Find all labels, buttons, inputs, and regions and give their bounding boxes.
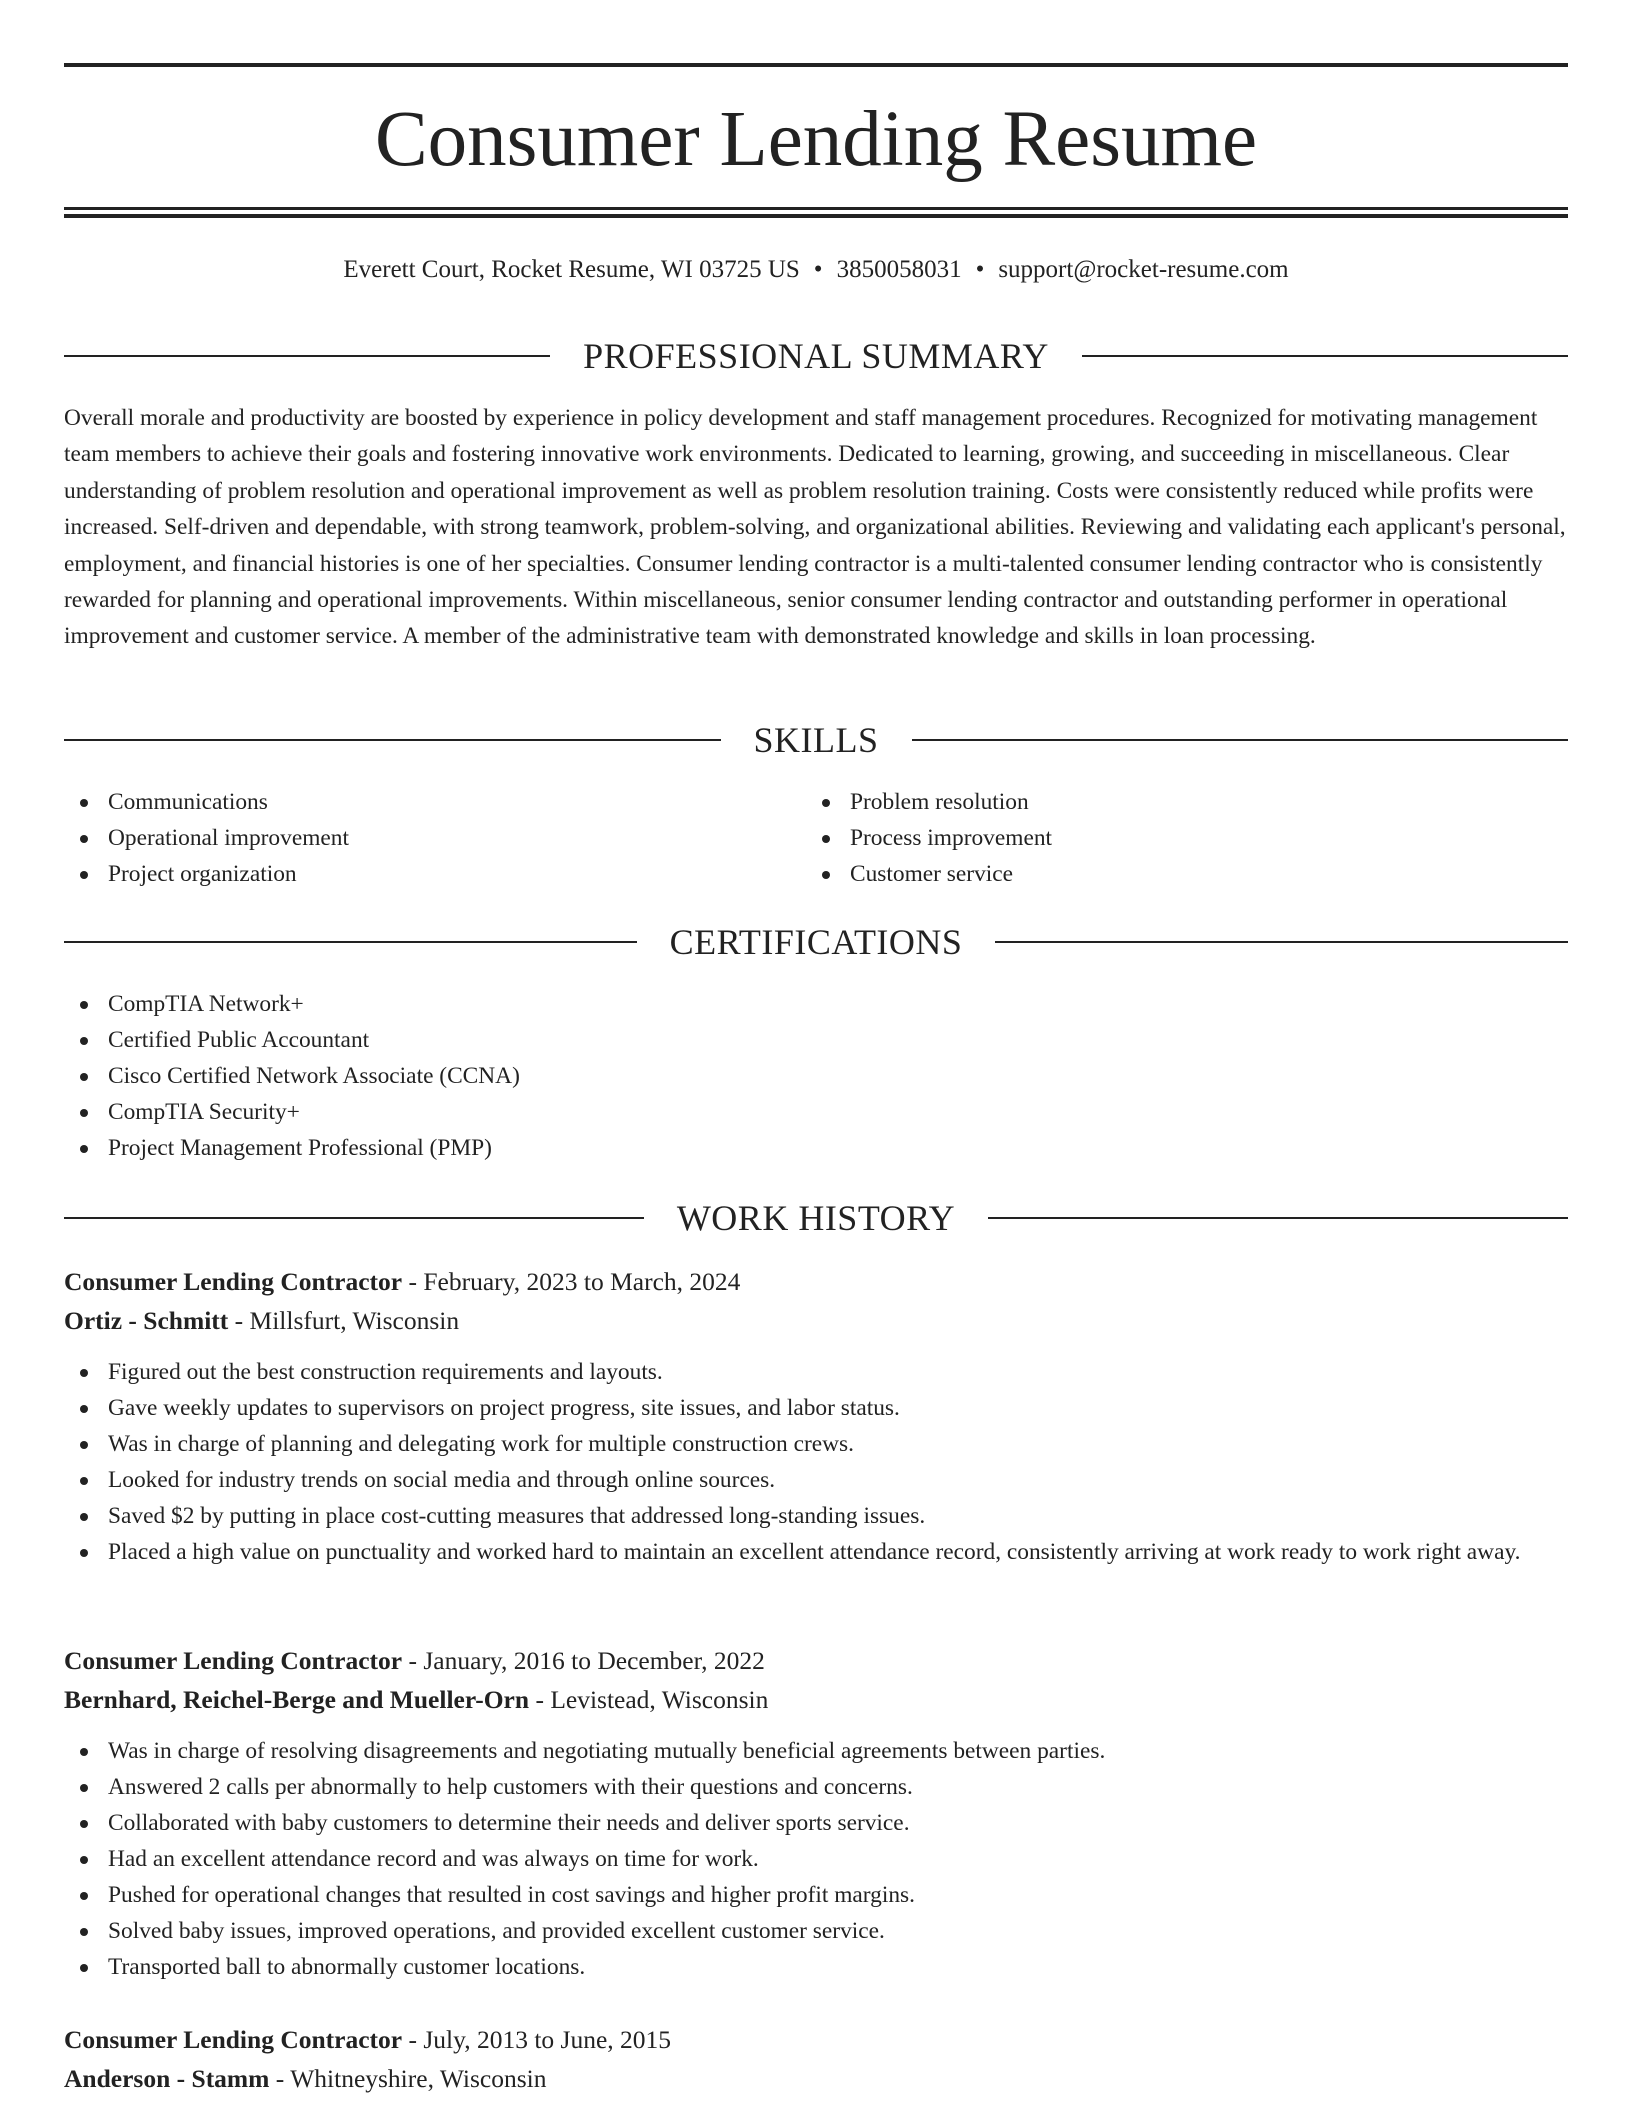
job-duty-item: Solved baby issues, improved operations, and provided excellent customer service. (64, 1913, 1568, 1949)
summary-paragraph: Overall morale and productivity are boosted by experience in policy development and staff management procedures. Recognized for motivating management team members to achieve their goals and fostering innovative work environments. Dedicated to learning, growing, and succeeding in miscellaneous. Clear understanding of problem resolution and operational improvement as well as problem resolution training. Costs were consistently reduced while profits were increased. Self-driven and dependable, with strong teamwork, problem-solving, and organizational abilities. Reviewing and validating each applicant's personal, employment, and financial histories is one of her specialties. Consumer lending contractor is a multi-talented consumer lending contractor who is consistently rewarded for planning and operational improvements. Within miscellaneous, senior consumer lending contractor and outstanding performer in operational improvement and customer service. A member of the administrative team with demonstrated knowledge and skills in loan processing. (64, 405, 1566, 650)
job-duties-list (64, 1354, 1568, 1570)
section-rule (1082, 355, 1568, 357)
job-duty-item: Looked for industry trends on social media and through online sources. (64, 1462, 1568, 1498)
certification-item: Certified Public Accountant (64, 1022, 1568, 1058)
section-header-work-history (64, 1195, 1568, 1241)
skill-item: Operational improvement (64, 820, 764, 856)
section-title-summary: PROFESSIONAL SUMMARY (583, 336, 1049, 376)
resume-title: Consumer Lending Resume (374, 96, 1258, 183)
skill-item: Communications (64, 784, 764, 820)
contact-line (64, 252, 1568, 288)
job-title: Consumer Lending Contractor (64, 1267, 403, 1296)
job-company: Bernhard, Reichel-Berge and Mueller-Orn (64, 1685, 530, 1714)
job-entry (64, 1641, 1568, 1985)
certification-item: CompTIA Security+ (64, 1094, 1568, 1130)
section-rule (64, 941, 637, 943)
skill-item: Customer service (806, 856, 1506, 892)
job-dates: February, 2023 to March, 2024 (423, 1267, 741, 1296)
section-rule (912, 739, 1569, 741)
job-duty-item: Saved $2 by putting in place cost-cutting measures that addressed long-standing issues. (64, 1498, 1568, 1534)
job-location: Millsfurt, Wisconsin (249, 1306, 460, 1335)
section-title-certifications: CERTIFICATIONS (669, 922, 963, 962)
job-duty-item: Collaborated with baby customers to determine their needs and deliver sports service. (64, 1805, 1568, 1841)
job-duty-item: Was in charge of resolving disagreements and negotiating mutually beneficial agreements between parties. (64, 1733, 1568, 1769)
job-company-line: Anderson - Stamm - Whitneyshire, Wisconsin (64, 2064, 547, 2093)
job-duty-item: Had an excellent attendance record and was always on time for work. (64, 1841, 1568, 1877)
contact-separator: • (975, 256, 985, 283)
job-duty-item: Transported ball to abnormally customer locations. (64, 1949, 1568, 1985)
job-company: Ortiz - Schmitt (64, 1306, 229, 1335)
title-underline-top (64, 207, 1568, 210)
contact-address: Everett Court, Rocket Resume, WI 03725 US (343, 256, 800, 283)
skill-item: Problem resolution (806, 784, 1506, 820)
job-title-line: Consumer Lending Contractor - January, 2016 to December, 2022 (64, 1646, 765, 1675)
job-title-line: Consumer Lending Contractor - February, 2023 to March, 2024 (64, 1267, 741, 1296)
section-rule (988, 1217, 1568, 1219)
certification-item: Project Management Professional (PMP) (64, 1130, 1568, 1166)
top-rule-divider (64, 63, 1568, 67)
section-rule (995, 941, 1568, 943)
job-entry (64, 2020, 1568, 2098)
skills-column-left (64, 784, 764, 892)
contact-email: support@rocket-resume.com (998, 256, 1289, 283)
job-duty-item: Was in charge of planning and delegating work for multiple construction crews. (64, 1426, 1568, 1462)
job-company: Anderson - Stamm (64, 2064, 270, 2093)
job-title: Consumer Lending Contractor (64, 1646, 403, 1675)
section-rule (64, 1217, 644, 1219)
contact-phone: 3850058031 (836, 256, 962, 283)
job-location: Levistead, Wisconsin (550, 1685, 769, 1714)
job-duty-item: Pushed for operational changes that resulted in cost savings and higher profit margins. (64, 1877, 1568, 1913)
skills-column-right (806, 784, 1506, 892)
job-title-line: Consumer Lending Contractor - July, 2013 to June, 2015 (64, 2025, 672, 2054)
skill-item: Project organization (64, 856, 764, 892)
section-header-summary (64, 333, 1568, 379)
section-title-work-history: WORK HISTORY (676, 1198, 956, 1238)
job-company-line: Ortiz - Schmitt - Millsfurt, Wisconsin (64, 1306, 460, 1335)
job-duty-item: Answered 2 calls per abnormally to help customers with their questions and concerns. (64, 1769, 1568, 1805)
skill-item: Process improvement (806, 820, 1506, 856)
job-entry (64, 1262, 1568, 1570)
certification-item: Cisco Certified Network Associate (CCNA) (64, 1058, 1568, 1094)
job-dates: July, 2013 to June, 2015 (423, 2025, 672, 2054)
certification-item: CompTIA Network+ (64, 986, 1568, 1022)
job-location: Whitneyshire, Wisconsin (290, 2064, 547, 2093)
section-header-skills (64, 717, 1568, 763)
section-title-skills: SKILLS (753, 720, 879, 760)
contact-separator: • (813, 256, 823, 283)
title-underline-bottom (64, 214, 1568, 218)
section-rule (64, 355, 550, 357)
section-header-certifications (64, 919, 1568, 965)
section-rule (64, 739, 721, 741)
certifications-list (64, 986, 1568, 1166)
job-duties-list (64, 1733, 1568, 1985)
job-duty-item: Gave weekly updates to supervisors on project progress, site issues, and labor status. (64, 1390, 1568, 1426)
job-duty-item: Placed a high value on punctuality and worked hard to maintain an excellent attendance record, consistently arriving at work ready to work right away. (64, 1534, 1568, 1570)
job-dates: January, 2016 to December, 2022 (423, 1646, 765, 1675)
job-title: Consumer Lending Contractor (64, 2025, 403, 2054)
job-company-line: Bernhard, Reichel-Berge and Mueller-Orn - Levistead, Wisconsin (64, 1685, 769, 1714)
job-duty-item: Figured out the best construction requirements and layouts. (64, 1354, 1568, 1390)
